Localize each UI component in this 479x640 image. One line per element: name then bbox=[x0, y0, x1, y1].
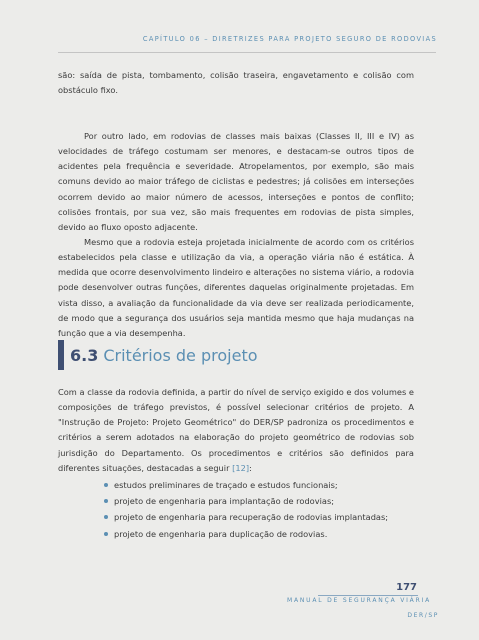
section-paragraph-text: Com a classe da rodovia definida, a partir do nível de serviço exigido e dos volumes e composições de tráfego previstos, é possível selecionar critérios de projeto. A "Instrução de Projeto: Projeto Geométrico" do DER/SP padroniza os procedimentos e critérios a serem adotados na elaboração do projeto geométrico de rodovias sob jurisdição do Departamento. Os procedimentos e critérios são definidos para diferentes situações, destacadas a seguir bbox=[58, 387, 414, 473]
section-title: Critérios de projeto bbox=[103, 345, 258, 365]
page-number: 177 bbox=[396, 582, 417, 593]
body-paragraph-3: Mesmo que a rodovia esteja projetada inicialmente de acordo com os critérios estabelecidos pela classe e utilização da via, a operação viária não é estática. À medida que ocorre desenvolvimento lindeiro e alterações no sistema viário, a rodovia pode desenvolver outras funções, diferentes daquelas originalmente projetadas. Em vista disso, a avaliação da funcionalidade da via deve ser realizada periodicamente, de modo que a segurança dos usuários seja mantida mesmo que haja mudanças na função que a via desempenha. bbox=[58, 237, 414, 338]
body-paragraph-2: Por outro lado, em rodovias de classes mais baixas (Classes II, III e IV) as velocidades de tráfego costumam ser menores, e destacam-se outros tipos de acidentes pela frequência e severidade. Atropelamentos, por exemplo, são mais comuns devido ao maior tráfego de ciclistas e pedestres; já colisões em interseções ocorrem devido ao maior número de acessos, interseções e pontos de conflito; colisões frontais, por sua vez, são mais frequentes em rodovias de pista simples, devido ao fluxo oposto adjacente. bbox=[58, 131, 414, 232]
citation-link[interactable]: [12] bbox=[232, 462, 250, 473]
list-item: projeto de engenharia para duplicação de rodovias. bbox=[104, 526, 424, 542]
section-heading-bar bbox=[58, 340, 64, 370]
section-paragraph-end: : bbox=[249, 462, 252, 473]
list-item: projeto de engenharia para recuperação de rodovias implantadas; bbox=[104, 509, 424, 525]
section-paragraph bbox=[58, 385, 414, 476]
list-item: estudos preliminares de traçado e estudos funcionais; bbox=[104, 477, 424, 493]
list-item: projeto de engenharia para implantação de rodovias; bbox=[104, 493, 424, 509]
criteria-list bbox=[104, 477, 424, 542]
body-paragraph-1: são: saída de pista, tombamento, colisão traseira, engavetamento e colisão com obstáculo fixo. bbox=[58, 70, 414, 96]
section-heading bbox=[58, 340, 258, 370]
section-number: 6.3 bbox=[70, 345, 99, 365]
footer-manual-title: MANUAL DE SEGURANÇA VIÁRIA bbox=[287, 597, 432, 604]
footer-divider bbox=[318, 595, 418, 596]
header-divider bbox=[58, 52, 436, 53]
footer-organization: DER/SP bbox=[407, 612, 439, 619]
running-head: CAPÍTULO 06 – DIRETRIZES PARA PROJETO SEGURO DE RODOVIAS bbox=[142, 35, 437, 43]
